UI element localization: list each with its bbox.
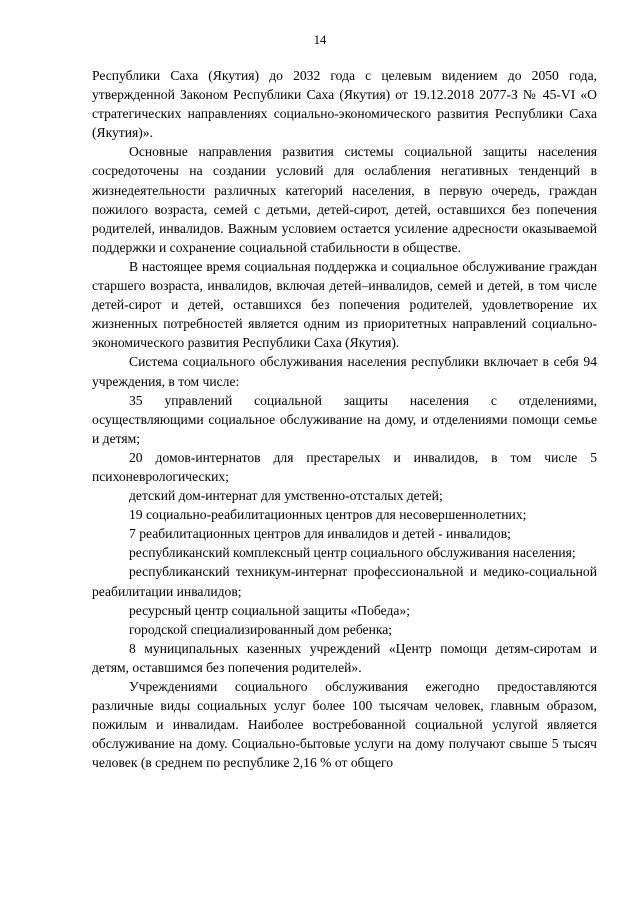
paragraph-continuation: Республики Саха (Якутия) до 2032 года с целевым видением до 2050 года, утвержденной Законом Республики Саха (Якутия) от 19.12.2018 2077-З № 45-VI «О стратегических направлениях социально-экономического развития Республики Саха (Якутия)». xyxy=(92,68,597,141)
list-item: городской специализированный дом ребенка; xyxy=(129,621,393,637)
paragraph: Основные направления развития системы социальной защиты населения сосредоточены на создании условий для ослабления негативных тенденций в жизнедеятельности различных категорий населения, в первую очередь, граждан пожилого возраста, семей с детьми, детей-сирот, детей, оставшихся без попечения родителей, инвалидов. Важным условием остается усиление адресности оказываемой поддержки и сохранение социальной стабильности в обществе. xyxy=(92,144,597,255)
list-item: детский дом-интернат для умственно-отсталых детей; xyxy=(129,488,443,504)
list-item: республиканский техникум-интернат профессиональной и медико-социальной реабилитации инвалидов; xyxy=(92,564,597,599)
page-number: 14 xyxy=(313,33,327,47)
list-item: 8 муниципальных казенных учреждений «Центр помощи детям-сиротам и детям, оставшимся без попечения родителей». xyxy=(92,640,597,675)
list-item: 19 социально-реабилитационных центров для несовершеннолетних; xyxy=(129,507,527,523)
list-item: 7 реабилитационных центров для инвалидов и детей - инвалидов; xyxy=(129,526,511,542)
paragraph: В настоящее время социальная поддержка и социальное обслуживание граждан старшего возраста, инвалидов, включая детей–инвалидов, семей и детей, в том числе детей-сирот и детей, оставшихся без попечения родителей, удовлетворение их жизненных потребностей является одним из приоритетных направлений социально-экономического развития Республики Саха (Якутия). xyxy=(92,258,597,351)
list-item: 20 домов-интернатов для престарелых и инвалидов, в том числе 5 психоневрологических; xyxy=(92,449,597,484)
paragraph: Учреждениями социального обслуживания ежегодно предоставляются различные виды социальных услуг более 100 тысячам человек, главным образом, пожилым и инвалидам. Наиболее востребованной социальной услугой является обслуживание на дому. Социально-бытовые услуги на дому получают свыше 5 тысяч человек (в среднем по республике 2,16 % от общего xyxy=(92,679,597,771)
list-item: 35 управлений социальной защиты населения с отделениями, осуществляющими социальное обслуживание на дому, и отделениями помощи семье и детям; xyxy=(92,392,597,446)
list-item: ресурсный центр социальной защиты «Победа»; xyxy=(129,602,411,618)
list-item: республиканский комплексный центр социального обслуживания населения; xyxy=(129,545,576,561)
body-text xyxy=(92,66,597,772)
paragraph: Система социального обслуживания населения республики включает в себя 94 учреждения, в том числе: xyxy=(92,354,597,389)
